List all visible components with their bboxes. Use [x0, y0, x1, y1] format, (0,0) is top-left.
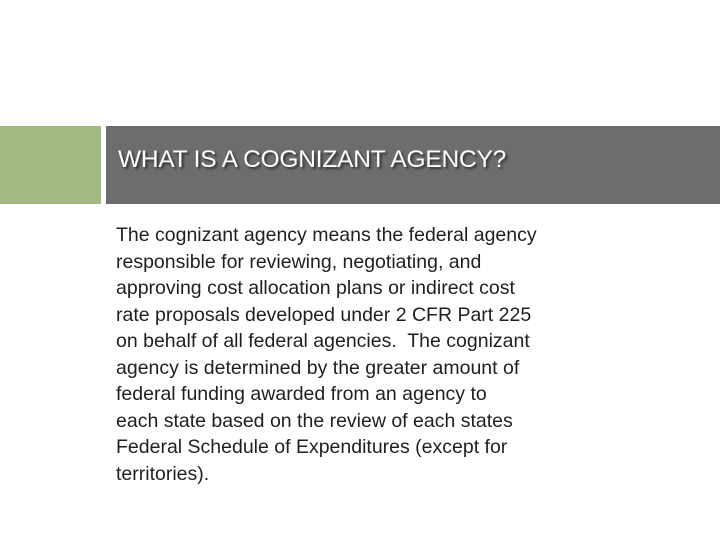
accent-bar [0, 126, 101, 204]
body-line: each state based on the review of each states [116, 409, 513, 432]
body-line: The cognizant agency means the federal agency [116, 224, 537, 246]
body-line: territories). [116, 462, 210, 485]
title-bar [106, 126, 720, 204]
body-line: Federal Schedule of Expenditures (except for [116, 436, 508, 458]
body-line: federal funding awarded from an agency to [116, 383, 487, 405]
body-line: on behalf of all federal agencies. The cognizant [116, 330, 530, 352]
body-line: agency is determined by the greater amount of [116, 356, 520, 379]
body-line: rate proposals developed under 2 CFR Part 225 [116, 303, 532, 326]
body-line: approving cost allocation plans or indirect cost [116, 277, 515, 299]
slide-title: WHAT IS A COGNIZANT AGENCY? [118, 146, 507, 173]
body-line: responsible for reviewing, negotiating, and [116, 250, 482, 273]
body-paragraph [116, 222, 676, 487]
